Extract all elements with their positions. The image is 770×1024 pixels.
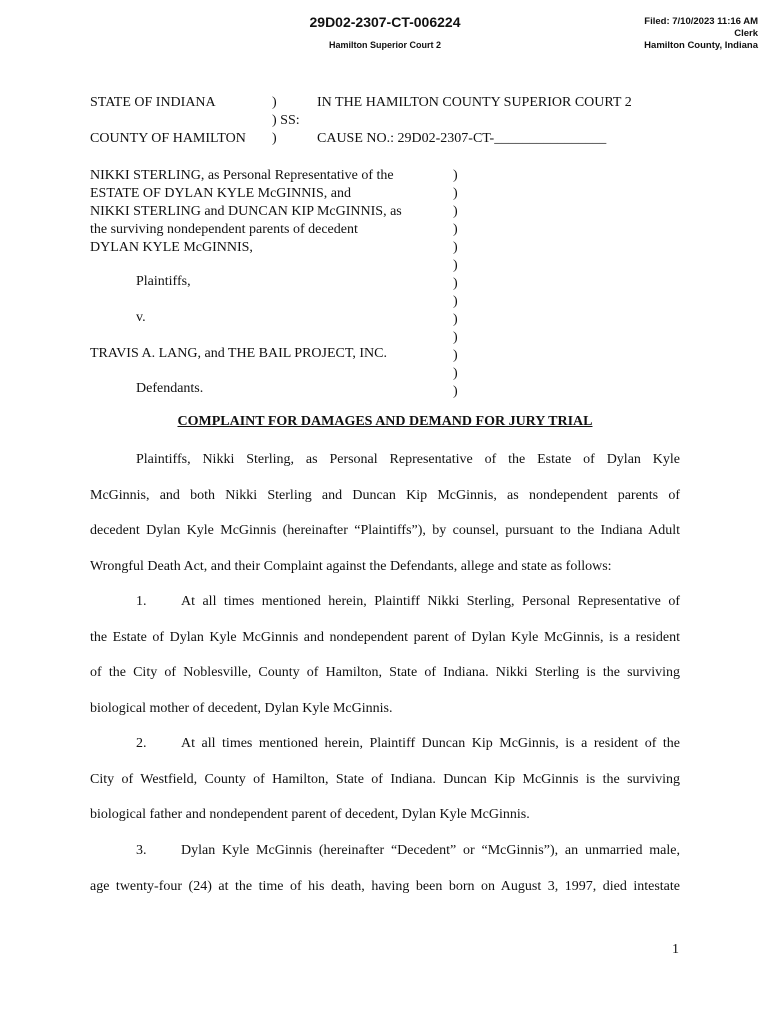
plaintiffs-block — [90, 167, 402, 257]
intro-line: McGinnis, and both Nikki Sterling and Duncan Kip McGinnis, as nondependent parents of — [90, 487, 680, 503]
paragraph-line: biological father and nondependent parent of decedent, Dylan Kyle McGinnis. — [90, 807, 530, 822]
paragraph-2 — [90, 726, 680, 833]
cause-number: CAUSE NO.: 29D02-2307-CT-________________ — [317, 131, 607, 146]
plaintiff-line: NIKKI STERLING, as Personal Representative of the — [90, 168, 394, 183]
county-label: Hamilton County, Indiana — [644, 40, 758, 51]
plaintiff-line: NIKKI STERLING and DUNCAN KIP McGINNIS, as — [90, 204, 402, 219]
case-number: 29D02-2307-CT-006224 — [309, 14, 461, 30]
filing-stamp — [644, 16, 758, 52]
caption-paren: ) — [453, 204, 458, 219]
caption-paren: ) — [453, 312, 458, 327]
paragraph-line: At all times mentioned herein, Plaintiff Duncan Kip McGinnis, is a resident of the — [181, 736, 680, 751]
caption-paren-column — [453, 167, 458, 401]
caption-paren: ) — [453, 186, 458, 201]
caption-paren: ) — [453, 294, 458, 309]
page-number: 1 — [672, 942, 679, 957]
paragraph-1 — [90, 584, 680, 726]
plaintiff-line: ESTATE OF DYLAN KYLE McGINNIS, and — [90, 186, 351, 201]
venue-paren-state: ) — [272, 95, 277, 110]
caption-paren: ) — [453, 384, 458, 399]
caption-paren: ) — [453, 330, 458, 345]
venue-state: STATE OF INDIANA — [90, 95, 216, 110]
caption-paren: ) — [453, 276, 458, 291]
paragraph-number: 3. — [136, 843, 147, 858]
paragraph-line: City of Westfield, County of Hamilton, State of Indiana. Duncan Kip McGinnis is the surviving — [90, 771, 680, 787]
venue-paren-county: ) — [272, 131, 277, 146]
court-name-header: Hamilton Superior Court 2 — [328, 40, 441, 50]
paragraph-line: At all times mentioned herein, Plaintiff Nikki Sterling, Personal Representative of — [181, 594, 680, 609]
venue-county: COUNTY OF HAMILTON — [90, 131, 246, 146]
paragraph-number: 1. — [136, 594, 147, 609]
paragraph-line: age twenty-four (24) at the time of his death, having been born on August 3, 1997, died intestate — [90, 878, 680, 894]
filed-date: Filed: 7/10/2023 11:16 AM — [644, 16, 758, 27]
paragraph-line: of the City of Noblesville, County of Hamilton, State of Indiana. Nikki Sterling is the surviving — [90, 665, 680, 680]
court-name: IN THE HAMILTON COUNTY SUPERIOR COURT 2 — [317, 95, 632, 110]
defendants-names: TRAVIS A. LANG, and THE BAIL PROJECT, INC. — [90, 346, 387, 361]
caption-paren: ) — [453, 222, 458, 237]
paragraph-line: the Estate of Dylan Kyle McGinnis and nondependent parent of Dylan Kyle McGinnis, is a resident — [90, 629, 680, 645]
plaintiff-line: DYLAN KYLE McGINNIS, — [90, 240, 253, 255]
intro-line: Wrongful Death Act, and their Complaint against the Defendants, allege and state as follows: — [90, 558, 612, 574]
paragraph-line: Dylan Kyle McGinnis (hereinafter “Decedent” or “McGinnis”), an unmarried male, — [181, 843, 680, 858]
caption-paren: ) — [453, 240, 458, 255]
clerk-label: Clerk — [734, 28, 758, 39]
intro-line: Plaintiffs, Nikki Sterling, as Personal Representative of the Estate of Dylan Kyle — [136, 452, 680, 467]
caption-paren: ) — [453, 348, 458, 363]
plaintiffs-label: Plaintiffs, — [136, 274, 191, 289]
caption-paren: ) — [453, 258, 458, 273]
intro-paragraph — [90, 442, 680, 584]
venue-ss: ) SS: — [272, 113, 300, 128]
plaintiff-line: the surviving nondependent parents of decedent — [90, 222, 358, 237]
intro-line: decedent Dylan Kyle McGinnis (hereinafter “Plaintiffs”), by counsel, pursuant to the Indiana Adult — [90, 523, 680, 538]
defendants-label: Defendants. — [136, 381, 204, 396]
paragraph-line: biological mother of decedent, Dylan Kyle McGinnis. — [90, 700, 393, 716]
document-title: COMPLAINT FOR DAMAGES AND DEMAND FOR JURY TRIAL — [177, 414, 593, 429]
versus-label: v. — [136, 310, 146, 325]
caption-paren: ) — [453, 366, 458, 381]
paragraph-3 — [90, 833, 680, 904]
paragraph-number: 2. — [136, 736, 147, 751]
caption-paren: ) — [453, 168, 458, 183]
